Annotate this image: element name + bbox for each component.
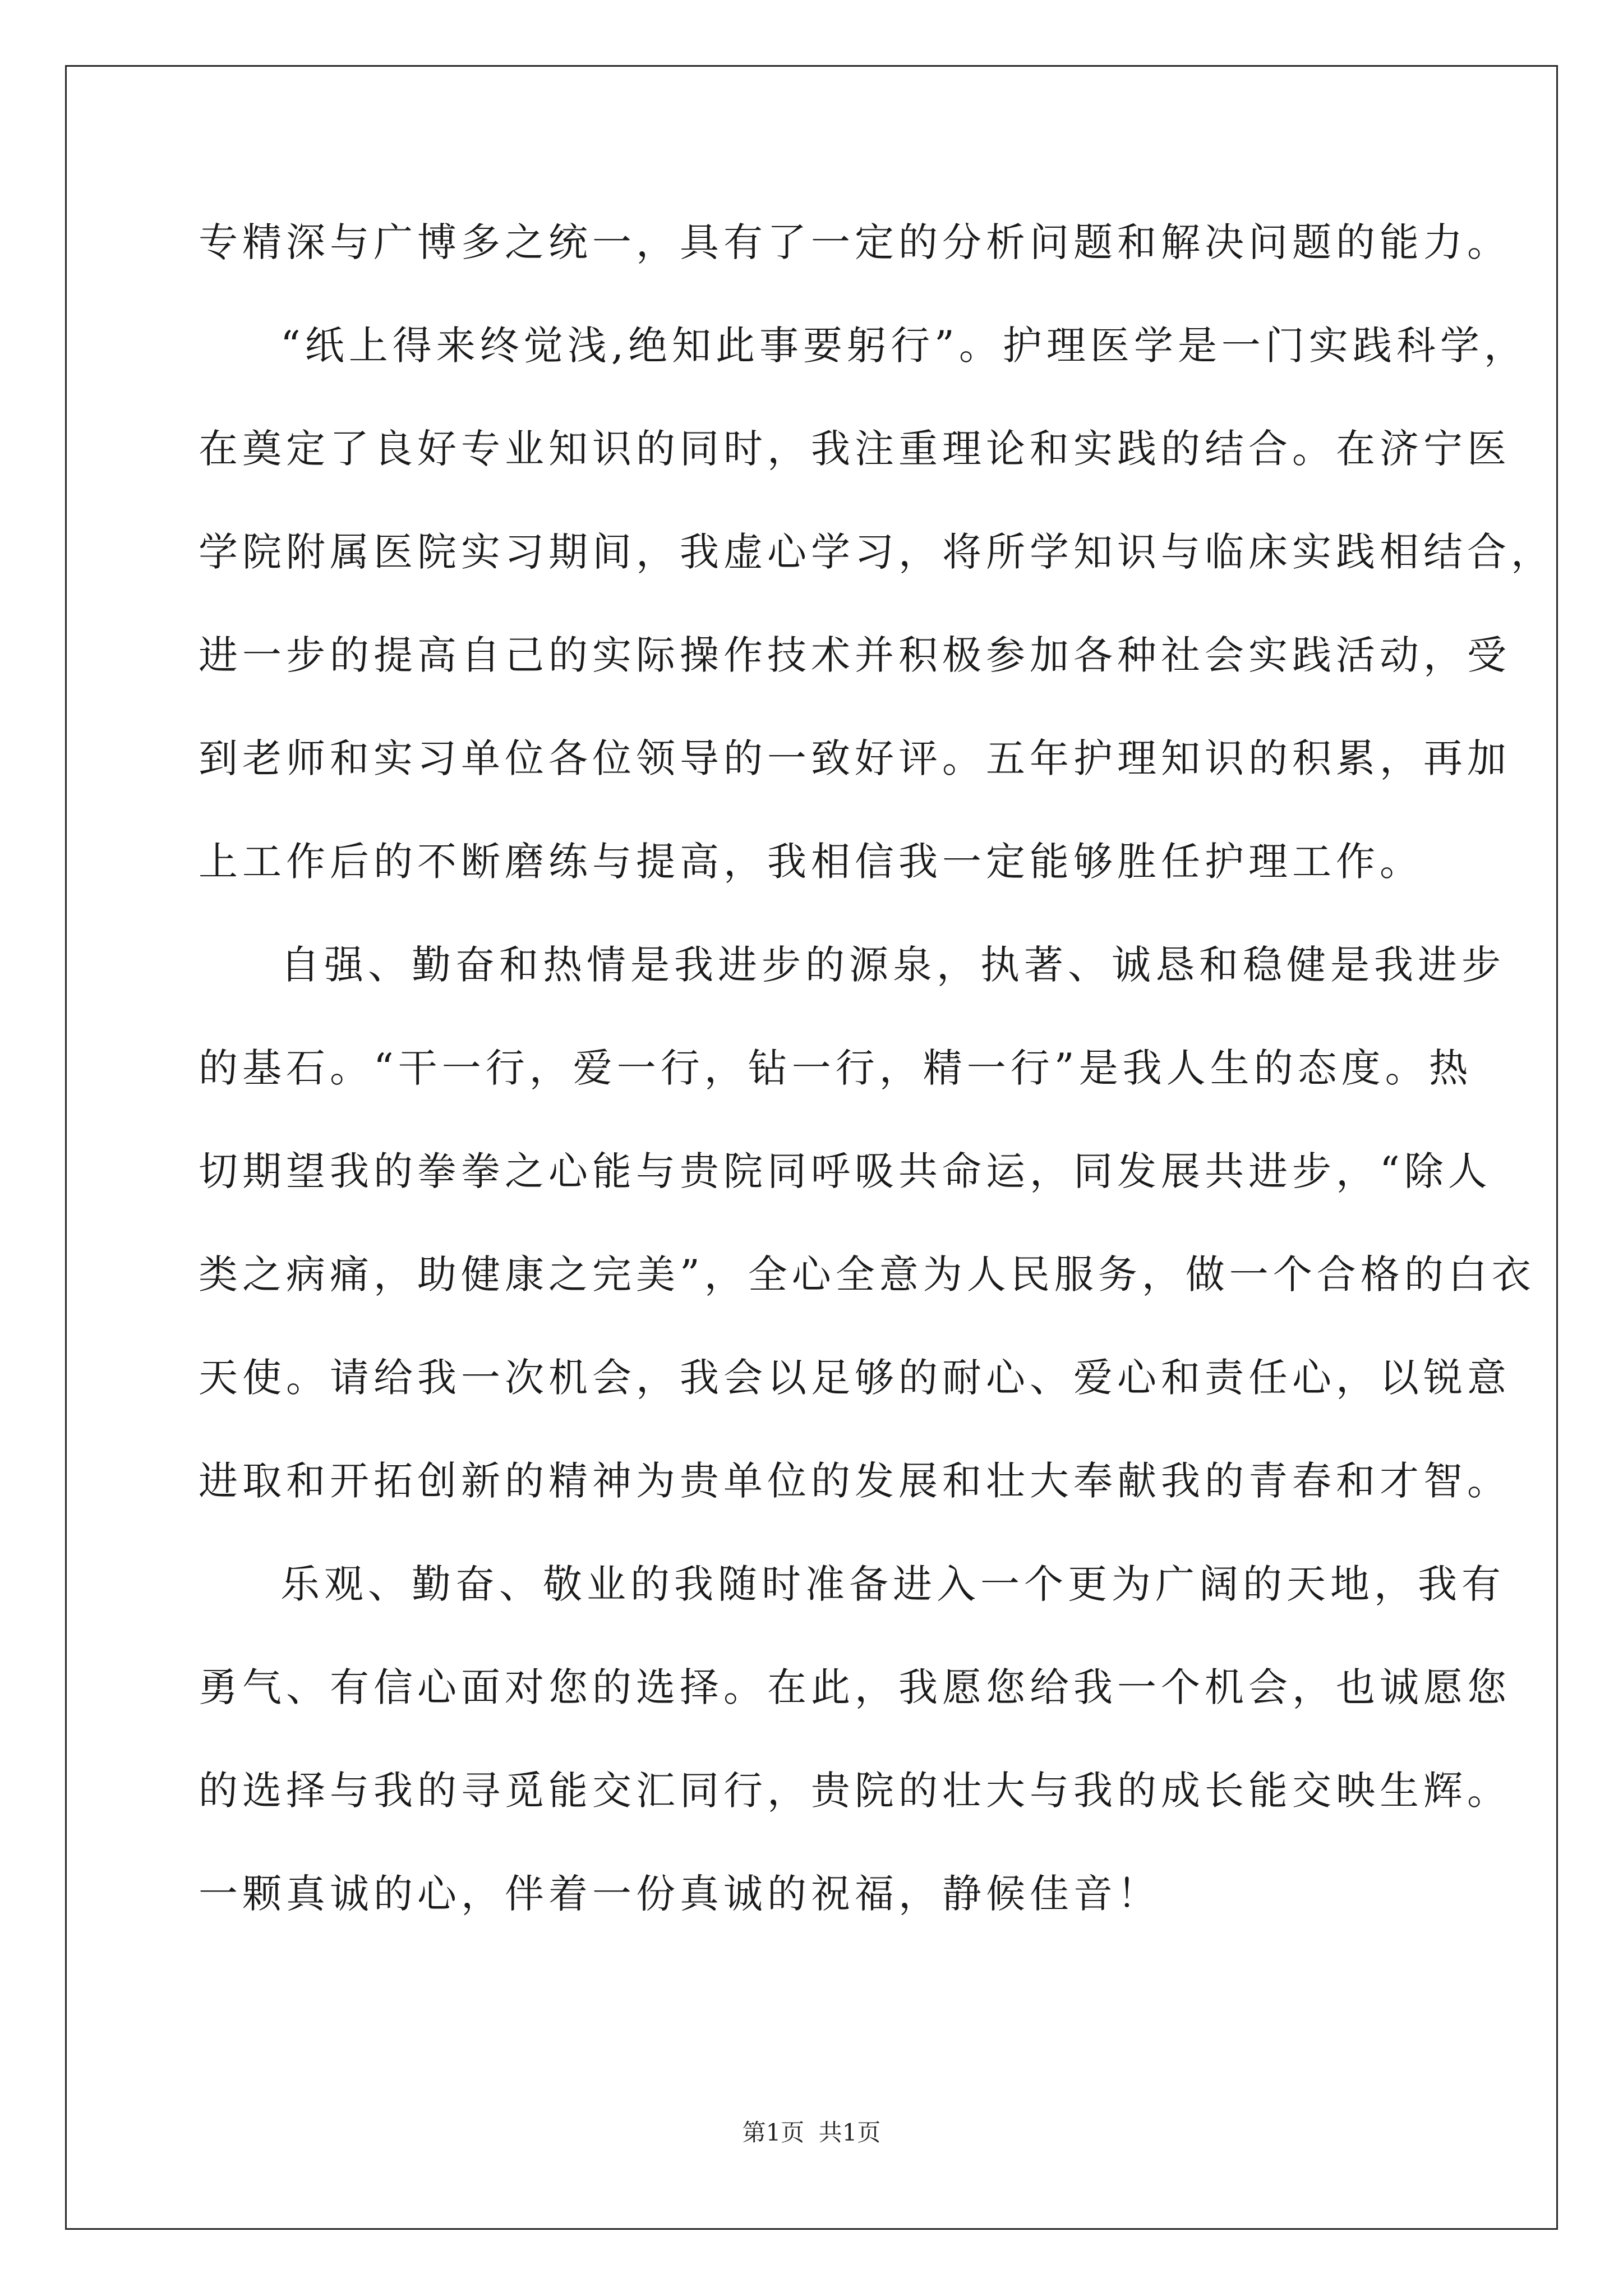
text-line: 到老师和实习单位各位领导的一致好评。五年护理知识的积累，再加 — [199, 735, 1511, 781]
text-line: 的选择与我的寻觅能交汇同行，贵院的壮大与我的成长能交映生辉。 — [199, 1768, 1511, 1814]
text-line: 自强、勤奋和热情是我进步的源泉，执著、诚恳和稳健是我进步 — [280, 942, 1505, 988]
text-line: “纸上得来终觉浅,绝知此事要躬行”。护理医学是一门实践科学， — [280, 323, 1528, 369]
text-line: 类之病痛，助健康之完美”，全心全意为人民服务，做一个合格的白衣 — [199, 1251, 1536, 1297]
text-line: 在奠定了良好专业知识的同时，我注重理论和实践的结合。在济宁医 — [199, 426, 1511, 472]
text-line: 专精深与广博多之统一，具有了一定的分析问题和解决问题的能力。 — [199, 219, 1511, 265]
text-line: 天使。请给我一次机会，我会以足够的耐心、爱心和责任心，以锐意 — [199, 1355, 1511, 1401]
page-footer — [0, 2116, 1623, 2150]
page-number: 第1页 — [742, 2119, 805, 2146]
text-line: 一颗真诚的心，伴着一份真诚的祝福，静候佳音！ — [199, 1871, 1161, 1917]
text-line: 进一步的提高自己的实际操作技术并积极参加各种社会实践活动，受 — [199, 632, 1511, 678]
page-total: 共1页 — [818, 2119, 881, 2146]
text-line: 切期望我的拳拳之心能与贵院同呼吸共命运，同发展共进步，“除人 — [199, 1148, 1492, 1194]
text-line: 进取和开拓创新的精神为贵单位的发展和壮大奉献我的青春和才智。 — [199, 1458, 1511, 1504]
text-line: 上工作后的不断磨练与提高，我相信我一定能够胜任护理工作。 — [199, 839, 1423, 885]
text-line: 的基石。“干一行，爱一行，钻一行，精一行”是我人生的态度。热 — [199, 1045, 1473, 1091]
text-line: 乐观、勤奋、敬业的我随时准备进入一个更为广阔的天地，我有 — [280, 1561, 1505, 1607]
text-line: 勇气、有信心面对您的选择。在此，我愿您给我一个机会，也诚愿您 — [199, 1664, 1511, 1710]
text-line: 学院附属医院实习期间，我虚心学习，将所学知识与临床实践相结合， — [199, 529, 1555, 575]
